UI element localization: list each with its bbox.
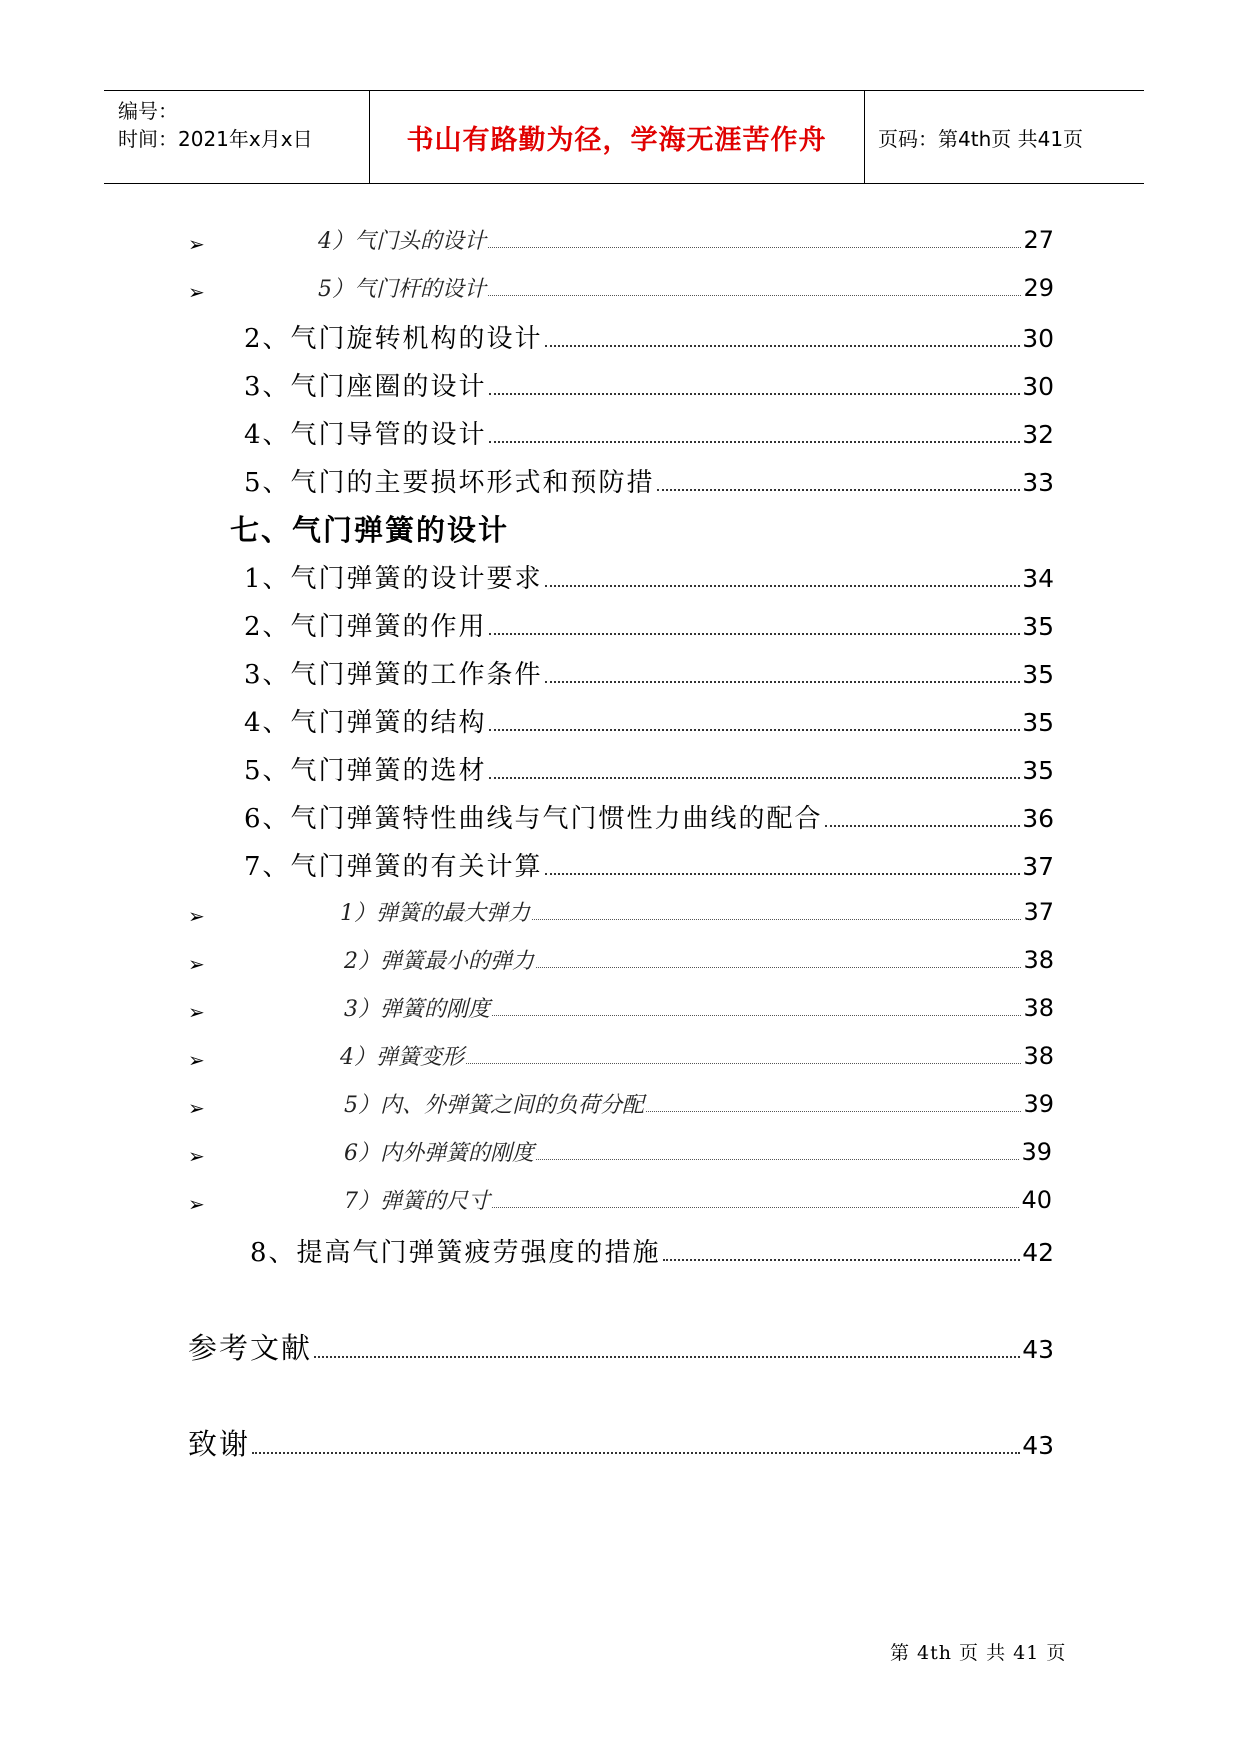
toc-page-number: 38	[1023, 994, 1054, 1022]
toc-entry-label: 5）气门杆的设计	[318, 277, 486, 302]
bullet-arrow-icon: ➢	[188, 280, 205, 304]
toc-entry-label: 3）弹簧的刚度	[344, 997, 490, 1022]
page-header	[104, 90, 1144, 184]
toc-entry-label: 4、气门导管的设计	[244, 420, 487, 450]
toc-page-number: 36	[1022, 804, 1054, 833]
toc-page-number: 33	[1022, 468, 1054, 497]
leader-dots	[663, 1259, 1021, 1261]
toc-entry-label: 5、气门的主要损坏形式和预防措	[244, 468, 655, 498]
toc-entry-label: 6、气门弹簧特性曲线与气门惯性力曲线的配合	[244, 804, 823, 834]
toc-page-number: 32	[1022, 420, 1054, 449]
leader-dots	[646, 1111, 1021, 1112]
toc-page-number: 42	[1022, 1238, 1054, 1267]
toc-page-number: 34	[1022, 564, 1054, 593]
toc-entry-label: 8、提高气门弹簧疲劳强度的措施	[250, 1238, 661, 1268]
leader-dots	[314, 1356, 1020, 1358]
toc-page-number: 30	[1022, 324, 1054, 353]
toc-page-number: 35	[1022, 660, 1054, 689]
motto: 书山有路勤为径，学海无涯苦作舟	[369, 91, 865, 183]
page-footer: 第 4th 页 共 41 页	[890, 1642, 1067, 1664]
toc-page-number: 38	[1023, 1042, 1054, 1070]
time-label: 时间：2021年x月x日	[118, 127, 313, 151]
bullet-arrow-icon: ➢	[188, 1192, 205, 1216]
toc-entry-label: 4）弹簧变形	[340, 1045, 464, 1070]
leader-dots	[466, 1063, 1021, 1064]
section-heading-label: 七、气门弹簧的设计	[230, 513, 510, 547]
bullet-arrow-icon: ➢	[188, 232, 205, 256]
leader-dots	[489, 633, 1021, 635]
toc-entry-label: 2）弹簧最小的弹力	[344, 949, 534, 974]
leader-dots	[532, 919, 1021, 920]
leader-dots	[488, 295, 1021, 296]
bullet-arrow-icon: ➢	[188, 1048, 205, 1072]
leader-dots	[657, 489, 1021, 491]
leader-dots	[489, 777, 1021, 779]
toc-entry-label: 4）气门头的设计	[318, 229, 486, 254]
bullet-arrow-icon: ➢	[188, 952, 205, 976]
leader-dots	[545, 681, 1021, 683]
toc-page-number: 30	[1022, 372, 1054, 401]
toc-entry-label: 6）内外弹簧的刚度	[344, 1141, 534, 1166]
leader-dots	[825, 825, 1021, 827]
leader-dots	[492, 1207, 1019, 1208]
toc-page-number: 27	[1023, 226, 1054, 254]
page-info: 页码：第4th页 共41页	[878, 126, 1084, 151]
leader-dots	[489, 729, 1021, 731]
toc-entry-label: 3、气门弹簧的工作条件	[244, 660, 543, 690]
leader-dots	[536, 967, 1021, 968]
bullet-arrow-icon: ➢	[188, 904, 205, 928]
toc-entry-label: 5、气门弹簧的选材	[244, 756, 487, 786]
toc-page-number: 35	[1022, 612, 1054, 641]
number-label: 编号：	[118, 99, 178, 123]
toc-entry-label: 参考文献	[188, 1331, 313, 1365]
leader-dots	[545, 585, 1021, 587]
toc-entry-label: 3、气门座圈的设计	[244, 372, 487, 402]
toc-page-number: 35	[1022, 708, 1054, 737]
toc-entry-label: 2、气门旋转机构的设计	[244, 324, 543, 354]
toc-entry-label: 7）弹簧的尺寸	[344, 1189, 490, 1214]
toc-page-number: 43	[1022, 1431, 1054, 1460]
leader-dots	[489, 441, 1021, 443]
toc-page-number: 37	[1022, 852, 1054, 881]
leader-dots	[545, 345, 1021, 347]
leader-dots	[545, 873, 1021, 875]
toc-page-number: 43	[1022, 1335, 1054, 1364]
toc-page-number: 35	[1022, 756, 1054, 785]
leader-dots	[489, 393, 1021, 395]
toc-page-number: 38	[1023, 946, 1054, 974]
toc-entry-label: 致谢	[188, 1427, 251, 1461]
toc-entry-label: 1）弹簧的最大弹力	[340, 901, 530, 926]
toc-entry-label: 1、气门弹簧的设计要求	[244, 564, 543, 594]
leader-dots	[488, 247, 1021, 248]
header-left-cell	[104, 91, 370, 183]
bullet-arrow-icon: ➢	[188, 1144, 205, 1168]
toc-page-number: 39	[1021, 1138, 1052, 1166]
bullet-arrow-icon: ➢	[188, 1000, 205, 1024]
leader-dots	[492, 1015, 1021, 1016]
toc-page-number: 40	[1021, 1186, 1052, 1214]
toc-page-number: 39	[1023, 1090, 1054, 1118]
toc-entry-label: 5）内、外弹簧之间的负荷分配	[344, 1093, 644, 1118]
toc-page-number: 29	[1023, 274, 1054, 302]
toc-entry-label: 4、气门弹簧的结构	[244, 708, 487, 738]
toc-entry-label: 7、气门弹簧的有关计算	[244, 852, 543, 882]
leader-dots	[252, 1452, 1020, 1454]
bullet-arrow-icon: ➢	[188, 1096, 205, 1120]
leader-dots	[536, 1159, 1019, 1160]
toc-entry-label: 2、气门弹簧的作用	[244, 612, 487, 642]
toc-page-number: 37	[1023, 898, 1054, 926]
